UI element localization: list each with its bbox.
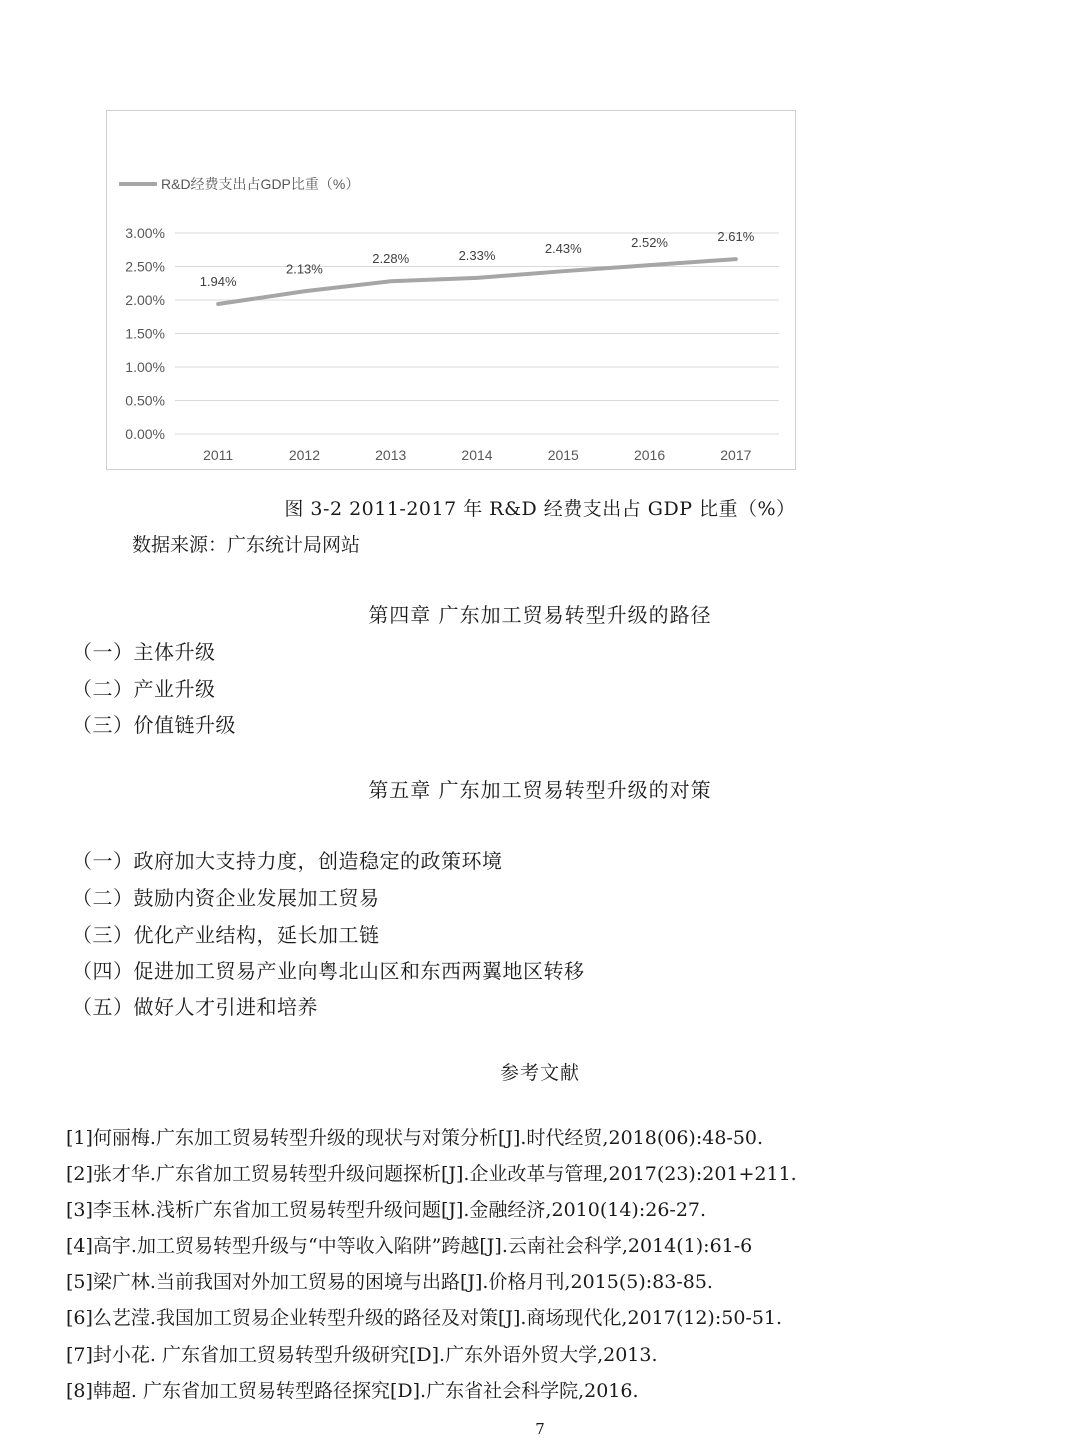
chapter4-item: （二）产业升级 xyxy=(72,677,216,701)
data-label: 2.52% xyxy=(631,235,669,251)
page-number: 7 xyxy=(535,1420,545,1438)
chart-legend xyxy=(119,176,359,192)
chapter4-item: （一）主体升级 xyxy=(72,640,216,664)
y-tick-label: 1.50% xyxy=(125,325,165,342)
figure-source: 数据来源：广东统计局网站 xyxy=(132,534,361,556)
figure-caption: 图 3-2 2011-2017 年 R&D 经费支出占 GDP 比重（%） xyxy=(284,498,796,520)
x-tick-label: 2016 xyxy=(633,447,666,463)
y-tick-label: 0.50% xyxy=(125,392,165,409)
chart-container xyxy=(106,110,796,470)
x-tick-label: 2014 xyxy=(461,447,493,463)
reference-item: [2]张才华.广东省加工贸易转型升级问题探析[J].企业改革与管理,2017(23):201+211. xyxy=(66,1163,797,1185)
y-tick-label: 0.00% xyxy=(125,426,165,442)
x-tick-label: 2011 xyxy=(203,447,234,463)
data-label: 2.13% xyxy=(285,261,323,277)
reference-item: [6]么艺滢.我国加工贸易企业转型升级的路径及对策[J].商场现代化,2017(12):50-51. xyxy=(66,1307,783,1329)
chapter5-item: （四）促进加工贸易产业向粤北山区和东西两翼地区转移 xyxy=(72,959,585,983)
data-label: 1.94% xyxy=(199,274,237,290)
reference-item: [5]梁广林.当前我国对外加工贸易的困境与出路[J].价格月刊,2015(5):83-85. xyxy=(66,1271,713,1293)
y-tick-label: 2.00% xyxy=(125,292,165,308)
data-label: 2.61% xyxy=(717,229,755,245)
x-tick-label: 2013 xyxy=(375,447,407,463)
data-label: 2.33% xyxy=(458,247,496,263)
data-label: 2.28% xyxy=(372,251,410,267)
x-tick-label: 2015 xyxy=(547,447,579,463)
reference-item: [1]何丽梅.广东加工贸易转型升级的现状与对策分析[J].时代经贸,2018(06):48-50. xyxy=(66,1127,764,1149)
reference-item: [7]封小花. 广东省加工贸易转型升级研究[D].广东外语外贸大学,2013. xyxy=(66,1344,658,1366)
legend-label: R&D经费支出占GDP比重（%） xyxy=(161,176,360,192)
reference-item: [3]李玉林.浅析广东省加工贸易转型升级问题[J].金融经济,2010(14):26-27. xyxy=(66,1199,707,1221)
references-title: 参考文献 xyxy=(499,1062,580,1084)
data-label: 2.43% xyxy=(544,241,582,257)
line-chart xyxy=(107,111,797,471)
x-tick-label: 2012 xyxy=(288,447,321,463)
x-tick-label: 2017 xyxy=(720,447,752,463)
chapter4-title: 第四章 广东加工贸易转型升级的路径 xyxy=(368,603,712,627)
chapter5-item: （五）做好人才引进和培养 xyxy=(72,995,318,1019)
y-tick-label: 2.50% xyxy=(125,258,165,275)
reference-item: [4]高宇.加工贸易转型升级与“中等收入陷阱”跨越[J].云南社会科学,2014(1):61-6 xyxy=(66,1235,753,1257)
chapter5-item: （二）鼓励内资企业发展加工贸易 xyxy=(72,886,380,910)
reference-item: [8]韩超. 广东省加工贸易转型路径探究[D].广东省社会科学院,2016. xyxy=(66,1380,639,1402)
chapter5-item: （三）优化产业结构，延长加工链 xyxy=(72,923,380,947)
y-tick-label: 3.00% xyxy=(125,225,165,241)
chapter4-item: （三）价值链升级 xyxy=(72,713,236,737)
y-tick-label: 1.00% xyxy=(125,359,165,375)
chapter5-item: （一）政府加大支持力度，创造稳定的政策环境 xyxy=(72,849,503,873)
chapter5-title: 第五章 广东加工贸易转型升级的对策 xyxy=(368,778,712,802)
